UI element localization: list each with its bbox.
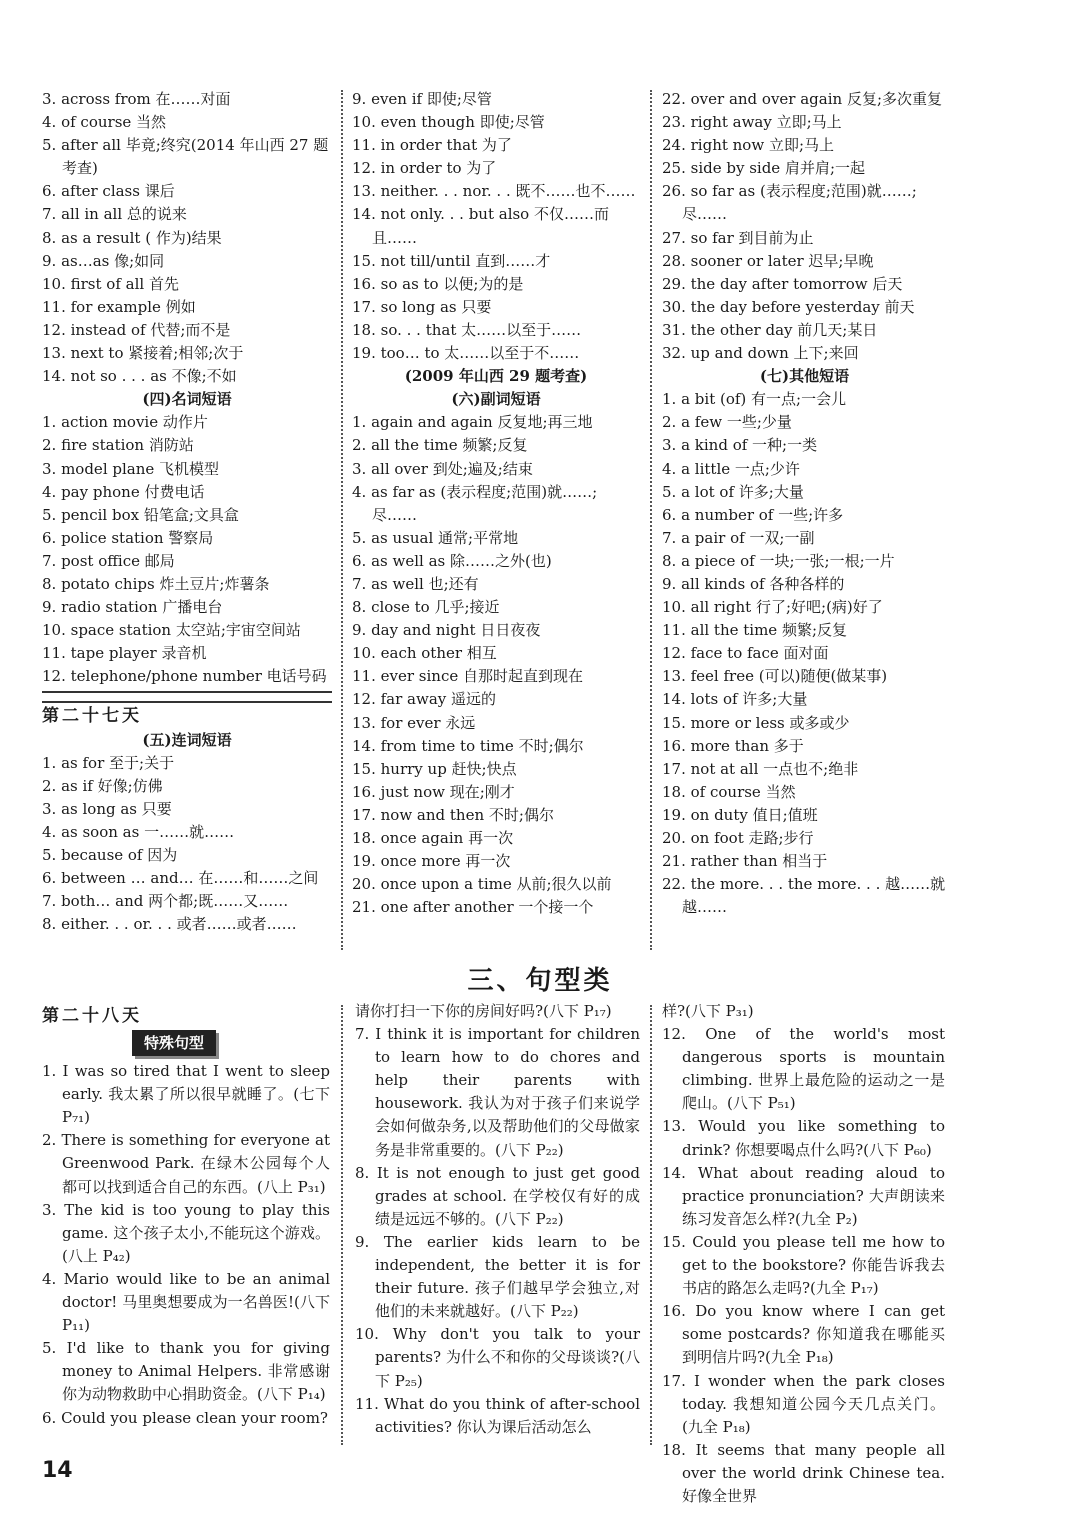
list-item: 9. even if 即使;尽管 bbox=[352, 90, 492, 108]
list-item: 10. Why don't you talk to your parents? 为什么不和你的父母谈谈?(八下 P₂₅) bbox=[355, 1325, 640, 1390]
list-item: 3. all over 到处;遍及;结束 bbox=[352, 459, 533, 478]
list-item: 17. so long as 只要 bbox=[352, 297, 492, 316]
list-item: 7. both… and 两个都;既……又…… bbox=[42, 892, 289, 911]
list-item: 5. I'd like to thank you for giving money to Animal Helpers. 非常感谢你为动物救助中心捐助资金。(八下 P₁₄) bbox=[42, 1339, 330, 1404]
list-item: 20. once upon a time 从前;很久以前 bbox=[352, 875, 612, 894]
list-item: 14. lots of 许多;大量 bbox=[662, 690, 808, 709]
list-item: 18. It seems that many people all over the world drink Chinese tea. 好像全世界 bbox=[662, 1440, 945, 1505]
list-item: 7. all in all 总的说来 bbox=[42, 205, 187, 224]
list-item: 26. so far as (表示程度;范围)就……;尽…… bbox=[662, 182, 917, 224]
list-item: 29. the day after tomorrow 后天 bbox=[662, 274, 903, 293]
list-item: 2. as if 好像;仿佛 bbox=[42, 776, 163, 795]
column-separator bbox=[341, 1005, 343, 1445]
list-item: 12. in order to 为了 bbox=[352, 159, 497, 178]
list-item: 9. day and night 日日夜夜 bbox=[352, 621, 541, 640]
list-item: 15. more or less 或多或少 bbox=[662, 713, 850, 732]
list-item: 32. up and down 上下;来回 bbox=[662, 344, 859, 363]
list-item: 5. because of 因为 bbox=[42, 846, 178, 864]
list-item: 10. space station 太空站;宇宙空间站 bbox=[42, 621, 301, 640]
list-item: 16. so as to 以便;为的是 bbox=[352, 274, 524, 293]
list-item: 7. I think it is important for children to learn how to do chores and help their parents with housework. 我认为对于孩子们来说学会如何做杂务,以及帮助他们的父母做家务是非常重要的。(八下 P₂₂) bbox=[355, 1025, 640, 1159]
list-item: 8. as a result ( 作为)结果 bbox=[42, 228, 222, 247]
list-item: 17. I wonder when the park closes today. 我想知道公园今天几点关门。(九全 P₁₈) bbox=[662, 1371, 945, 1436]
list-item: 16. more than 多于 bbox=[662, 736, 804, 755]
list-item: 15. Could you please tell me how to get to the bookstore? 你能告诉我去书店的路怎么走吗?(九全 P₁₇) bbox=[662, 1232, 945, 1298]
list-item: 3. a kind of 一种;一类 bbox=[662, 436, 818, 455]
list-item: 5. a lot of 许多;大量 bbox=[662, 482, 804, 501]
list-item: 3. model plane 飞机模型 bbox=[42, 459, 220, 478]
list-item: 11. tape player 录音机 bbox=[42, 644, 207, 663]
bottom-column-1 bbox=[42, 1005, 330, 1430]
list-item: 16. just now 现在;刚才 bbox=[352, 782, 515, 801]
page-number: 14 bbox=[42, 1458, 73, 1483]
list-item: 1. action movie 动作片 bbox=[42, 413, 208, 432]
list-item: 5. pencil box 铅笔盒;文具盒 bbox=[42, 505, 239, 524]
list-item: 2. fire station 消防站 bbox=[42, 436, 194, 455]
list-item: 5. as usual 通常;平常地 bbox=[352, 528, 519, 547]
list-item: 请你打扫一下你的房间好吗?(八下 P₁₇) bbox=[355, 1002, 612, 1020]
column-separator bbox=[650, 1005, 652, 1445]
list-item: 样?(八下 P₃₁) bbox=[662, 1002, 754, 1020]
list-item: 13. for ever 永远 bbox=[352, 713, 476, 732]
list-item: 13. next to 紧接着;相邻;次于 bbox=[42, 344, 244, 363]
section-title: 三、句型类 bbox=[467, 966, 613, 996]
list-item: 3. The kid is too young to play this game. 这个孩子太小,不能玩这个游戏。(八上 P₄₂) bbox=[42, 1200, 330, 1265]
list-item: 18. so. . . that 太……以至于…… bbox=[352, 320, 582, 339]
list-item: 14. from time to time 不时;偶尔 bbox=[352, 736, 584, 755]
list-item: 7. post office 邮局 bbox=[42, 551, 175, 570]
list-item: 8. close to 几乎;接近 bbox=[352, 598, 500, 617]
bottom-column-3 bbox=[662, 1000, 945, 1508]
list-item: 1. I was so tired that I went to sleep early. 我太累了所以很早就睡了。(七下 P₇₁) bbox=[42, 1062, 330, 1127]
column-separator bbox=[650, 90, 652, 950]
list-item: 18. once again 再一次 bbox=[352, 829, 514, 847]
list-item: 21. rather than 相当于 bbox=[662, 852, 828, 871]
list-item: 13. Would you like something to drink? 你想要喝点什么吗?(八下 P₆₀) bbox=[662, 1117, 945, 1159]
list-item: 2. a few 一些;少量 bbox=[662, 413, 792, 432]
list-item: 15. not till/until 直到……才 bbox=[352, 251, 551, 270]
list-item: 10. all right 行了;好吧;(病)好了 bbox=[662, 598, 883, 617]
list-item: 1. a bit (of) 有一点;一会儿 bbox=[662, 390, 847, 409]
list-item: 9. all kinds of 各种各样的 bbox=[662, 574, 845, 593]
list-item: 11. for example 例如 bbox=[42, 297, 196, 316]
list-item: 6. police station 警察局 bbox=[42, 528, 214, 547]
list-item: 19. once more 再一次 bbox=[352, 852, 511, 871]
list-item: 10. first of all 首先 bbox=[42, 274, 179, 293]
list-item: 25. side by side 肩并肩;一起 bbox=[662, 159, 866, 178]
list-item: 16. Do you know where I can get some postcards? 你知道我在哪能买到明信片吗?(九全 P₁₈) bbox=[662, 1302, 945, 1367]
divider bbox=[42, 691, 332, 703]
list-item: 12. telephone/phone number 电话号码 bbox=[42, 667, 327, 686]
list-item: 14. not so . . . as 不像;不如 bbox=[42, 367, 237, 386]
list-item: 3. as long as 只要 bbox=[42, 799, 172, 818]
list-item: 8. It is not enough to just get good grades at school. 在学校仅有好的成绩是远远不够的。(八下 P₂₂) bbox=[355, 1163, 640, 1228]
list-item: 13. neither. . . nor. . . 既不……也不…… bbox=[352, 182, 636, 201]
special-sentence-badge: 特殊句型 bbox=[132, 1030, 216, 1056]
list-item: 7. as well 也;还有 bbox=[352, 574, 479, 593]
list-item: 1. as for 至于;关于 bbox=[42, 753, 175, 772]
list-item: 8. potato chips 炸土豆片;炸薯条 bbox=[42, 574, 270, 593]
list-item: 9. radio station 广播电台 bbox=[42, 598, 223, 617]
list-item: 6. between … and… 在……和……之间 bbox=[42, 869, 319, 888]
list-item: 22. the more. . . the more. . . 越……就越…… bbox=[662, 875, 946, 917]
bottom-column-2 bbox=[355, 1000, 640, 1439]
list-item: 12. face to face 面对面 bbox=[662, 644, 829, 663]
list-item: 4. of course 当然 bbox=[42, 113, 167, 132]
list-item: 17. not at all 一点也不;绝非 bbox=[662, 759, 859, 778]
list-item: 4. as far as (表示程度;范围)就……;尽…… bbox=[352, 482, 598, 524]
list-item: 6. as well as 除……之外(也) bbox=[352, 551, 552, 570]
list-item: 12. One of the world's most dangerous sports is mountain climbing. 世界上最危险的运动之一是爬山。(八下 P₅₁) bbox=[662, 1025, 945, 1113]
list-item: 10. even though 即使;尽管 bbox=[352, 113, 545, 132]
list-item: 6. Could you please clean your room? bbox=[42, 1408, 328, 1427]
list-item: 13. feel free (可以)随便(做某事) bbox=[662, 667, 888, 686]
column-separator bbox=[341, 90, 343, 950]
section-heading: (五)连词短语 bbox=[142, 730, 232, 749]
list-item: 10. each other 相互 bbox=[352, 644, 497, 663]
list-item: 11. all the time 频繁;反复 bbox=[662, 621, 848, 640]
list-item: 11. ever since 自那时起直到现在 bbox=[352, 667, 583, 686]
list-item: 11. in order that 为了 bbox=[352, 136, 512, 155]
list-item: 11. What do you think of after-school activities? 你认为课后活动怎么 bbox=[355, 1394, 640, 1436]
list-item: 4. Mario would like to be an animal doctor! 马里奥想要成为一名兽医!(八下 P₁₁) bbox=[42, 1269, 330, 1335]
list-item: 31. the other day 前几天;某日 bbox=[662, 320, 878, 339]
list-item: 8. a piece of 一块;一张;一根;一片 bbox=[662, 551, 895, 570]
list-item: 19. too… to 太……以至于不…… bbox=[352, 344, 580, 363]
list-item: 19. on duty 值日;值班 bbox=[662, 805, 818, 824]
list-item: 6. after class 课后 bbox=[42, 182, 175, 201]
list-item: 9. The earlier kids learn to be independent, the better it is for their future. 孩子们越早学会独立,对他们的未来就越好。(八下 P₂₂) bbox=[355, 1232, 640, 1321]
list-item: 9. as…as 像;如同 bbox=[42, 251, 165, 270]
list-item: 7. a pair of 一双;一副 bbox=[662, 528, 815, 547]
list-item: 28. sooner or later 迟早;早晚 bbox=[662, 251, 874, 270]
section-heading: (2009 年山西 29 题考查) bbox=[404, 367, 588, 386]
list-item: 21. one after another 一个接一个 bbox=[352, 898, 594, 917]
list-item: 4. pay phone 付费电话 bbox=[42, 482, 205, 501]
list-item: 12. far away 遥远的 bbox=[352, 690, 497, 709]
list-item: 2. all the time 频繁;反复 bbox=[352, 436, 528, 455]
list-item: 14. What about reading aloud to practice pronunciation? 大声朗读来练习发音怎么样?(九全 P₂) bbox=[662, 1163, 945, 1228]
top-column-1 bbox=[42, 88, 332, 936]
section-heading: (六)副词短语 bbox=[451, 390, 541, 409]
list-item: 17. now and then 不时;偶尔 bbox=[352, 805, 554, 824]
section-heading: (七)其他短语 bbox=[759, 367, 850, 386]
day-title: 第二十八天 bbox=[42, 1006, 142, 1026]
list-item: 23. right away 立即;马上 bbox=[662, 113, 842, 132]
list-item: 18. of course 当然 bbox=[662, 782, 796, 801]
list-item: 1. again and again 反复地;再三地 bbox=[352, 413, 593, 432]
section-heading: (四)名词短语 bbox=[142, 390, 232, 409]
list-item: 14. not only. . . but also 不仅……而且…… bbox=[352, 205, 609, 247]
list-item: 5. after all 毕竟;终究(2014 年山西 27 题考查) bbox=[42, 136, 329, 178]
top-column-3 bbox=[662, 88, 947, 919]
list-item: 30. the day before yesterday 前天 bbox=[662, 297, 915, 316]
list-item: 24. right now 立即;马上 bbox=[662, 136, 835, 155]
list-item: 20. on foot 走路;步行 bbox=[662, 829, 814, 847]
list-item: 3. across from 在……对面 bbox=[42, 90, 231, 108]
list-item: 12. instead of 代替;而不是 bbox=[42, 320, 231, 339]
list-item: 15. hurry up 赶快;快点 bbox=[352, 759, 517, 778]
list-item: 22. over and over again 反复;多次重复 bbox=[662, 90, 943, 108]
day-title: 第二十七天 bbox=[42, 706, 142, 727]
list-item: 4. a little 一点;少许 bbox=[662, 459, 800, 478]
top-column-2 bbox=[352, 88, 640, 919]
list-item: 4. as soon as 一……就…… bbox=[42, 822, 235, 841]
list-item: 2. There is something for everyone at Greenwood Park. 在绿木公园每个人都可以找到适合自己的东西。(八上 P₃₁) bbox=[42, 1131, 330, 1196]
list-item: 8. either. . . or. . . 或者……或者…… bbox=[42, 915, 297, 934]
list-item: 27. so far 到目前为止 bbox=[662, 228, 814, 247]
list-item: 6. a number of 一些;许多 bbox=[662, 505, 844, 524]
